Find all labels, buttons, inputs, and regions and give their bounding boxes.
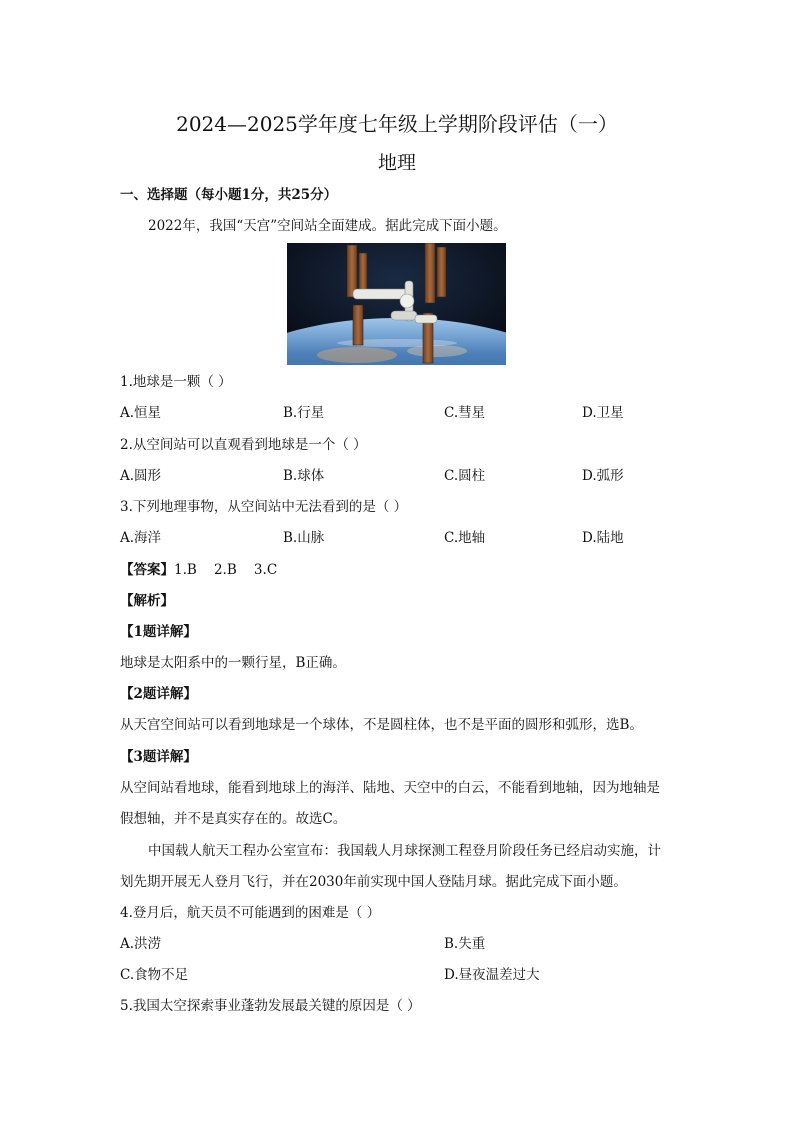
detail-2-text: 从天宫空间站可以看到地球是一个球体，不是圆柱体，也不是平面的圆形和弧形，选B。: [120, 717, 643, 733]
intro-paragraph-2-line-2: 划先期开展无人登月飞行，并在2030年前实现中国人登陆月球。据此完成下面小题。: [120, 874, 627, 890]
detail-1-label: 【1题详解】: [120, 624, 197, 640]
detail-3-text-line-2: 假想轴，并不是真实存在的。故选C。: [120, 811, 347, 827]
detail-3-label: 【3题详解】: [120, 749, 197, 765]
question-1-stem: 1.地球是一颗（ ）: [120, 374, 232, 390]
question-2-stem: 2.从空间站可以直观看到地球是一个（ ）: [120, 437, 367, 453]
question-3-stem: 3.下列地理事物，从空间站中无法看到的是（ ）: [120, 499, 408, 515]
section-heading: 一、选择题（每小题1分，共25分）: [120, 187, 338, 203]
answer-label: 【答案】: [120, 562, 174, 578]
detail-2-label: 【2题详解】: [120, 686, 197, 702]
intro-paragraph-1: 2022年，我国“天宫”空间站全面建成。据此完成下面小题。: [148, 218, 507, 234]
q2-option-d: D.弧形: [582, 468, 624, 484]
question-5-stem: 5.我国太空探索事业蓬勃发展最关键的原因是（ ）: [120, 998, 421, 1014]
detail-1-text: 地球是太阳系中的一颗行星，B正确。: [120, 655, 346, 671]
q1-option-c: C.彗星: [444, 405, 486, 421]
q4-option-b: B.失重: [444, 936, 486, 952]
q3-option-a: A.海洋: [120, 530, 162, 546]
answer-line: [120, 561, 277, 579]
space-station-image: [287, 243, 506, 365]
detail-3-text-line-1: 从空间站看地球，能看到地球上的海洋、陆地、天空中的白云，不能看到地轴，因为地轴是: [120, 780, 660, 796]
q2-option-a: A.圆形: [120, 468, 162, 484]
intro-paragraph-2-line-1: 中国载人航天工程办公室宣布：我国载人月球探测工程登月阶段任务已经启动实施，计: [148, 843, 661, 859]
q4-option-a: A.洪涝: [120, 936, 162, 952]
q4-option-c: C.食物不足: [120, 967, 189, 983]
q1-option-d: D.卫星: [582, 405, 624, 421]
q1-option-a: A.恒星: [120, 405, 162, 421]
q2-option-b: B.球体: [283, 468, 325, 484]
q3-option-b: B.山脉: [283, 530, 325, 546]
q4-option-d: D.昼夜温差过大: [444, 967, 540, 983]
q3-option-d: D.陆地: [582, 530, 624, 546]
subject-title: 地理: [377, 152, 416, 174]
q2-option-c: C.圆柱: [444, 468, 486, 484]
q3-option-c: C.地轴: [444, 530, 486, 546]
answer-text: 1.B 2.B 3.C: [174, 562, 278, 578]
q1-option-b: B.行星: [283, 405, 325, 421]
question-4-stem: 4.登月后，航天员不可能遇到的困难是（ ）: [120, 905, 381, 921]
document-title: 2024—2025学年度七年级上学期阶段评估（一）: [176, 112, 618, 136]
analysis-label: 【解析】: [120, 593, 174, 609]
